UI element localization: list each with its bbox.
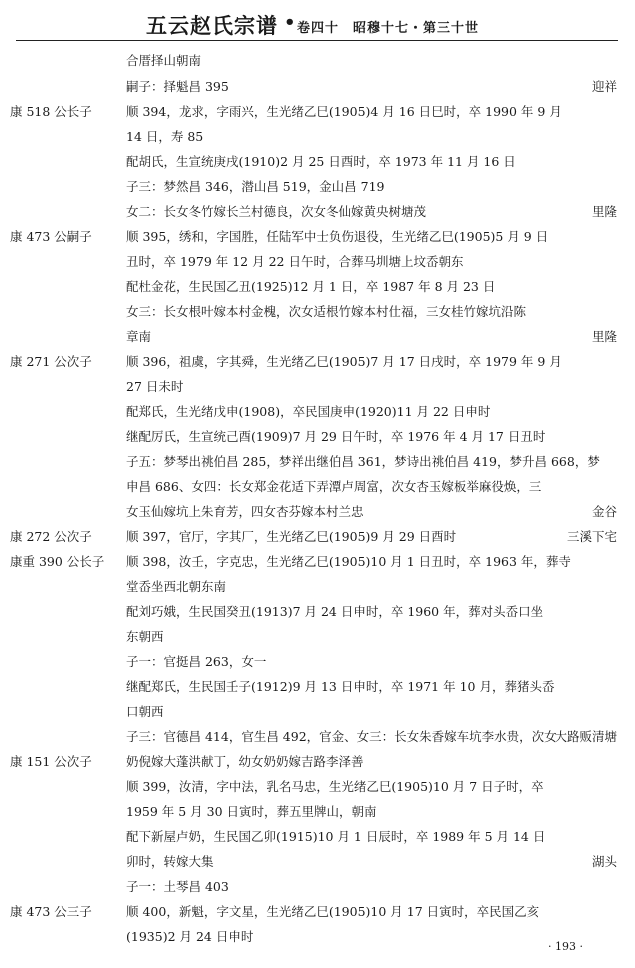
text-line: 子一：官挺昌 263，女一 (126, 654, 267, 669)
text-line: 配郑氏，生光绪戊申(1908)，卒民国庚申(1920)11 月 22 日申时 (126, 404, 491, 419)
text-line: 东朝西 (126, 629, 164, 644)
text-line: 丑时，卒 1979 年 12 月 22 日午时，合葬马圳塘上坟岙朝东 (126, 254, 464, 269)
lineage-label: 康 473 公三子 (10, 904, 92, 919)
place-label: 三溪下宅 (566, 529, 617, 544)
text-line: 顺 399，汝清，字中法，乳名马忠，生光绪乙巳(1905)10 月 7 日子时，卒 (126, 779, 544, 794)
text-line: 配胡氏，生宣统庚戌(1910)2 月 25 日酉时，卒 1973 年 11 月 16 日 (126, 154, 516, 169)
place-label: 迎祥 (591, 79, 617, 94)
text-line: 继配郑氏，生民国壬子(1912)9 月 13 日申时，卒 1971 年 10 月，葬猪头岙 (126, 679, 555, 694)
text-line: 女三：长女根叶嫁本村金槐，次女适根竹嫁本村仕福，三女桂竹嫁坑沿陈 (126, 304, 527, 319)
header-rule (16, 40, 618, 41)
place-label: 金谷 (591, 504, 617, 519)
text-line: 配刘巧娥，生民国癸丑(1913)7 月 24 日申时，卒 1960 年，葬对头岙口坐 (126, 604, 544, 619)
text-line: 顺 400，新魁，字文星，生光绪乙巳(1905)10 月 17 日寅时，卒民国乙亥 (126, 904, 540, 919)
text-line: (1935)2 月 24 日申时 (126, 929, 254, 944)
text-line: 顺 395，绣和，字国胜，任陆军中士负伤退役，生光绪乙巳(1905)5 月 9 日 (126, 229, 549, 244)
text-line: 子三：官德昌 414，官生昌 492，官金、女三：长女朱香嫁车坑李水贵，次女 (126, 729, 557, 744)
lineage-label: 康 271 公次子 (10, 354, 92, 369)
place-label: 大路贩清塘 (554, 729, 617, 744)
place-label: 湖头 (591, 854, 617, 869)
text-line: 顺 394，龙求，字雨兴，生光绪乙巳(1905)4 月 16 日巳时，卒 1990 年 9 月 (126, 104, 562, 119)
text-line: 顺 398，汝壬，字克忠，生光绪乙巳(1905)10 月 1 日丑时，卒 1963 年，葬寺 (126, 554, 571, 569)
text-line: 继配厉氏，生宣统己酉(1909)7 月 29 日午时，卒 1976 年 4 月 17 日丑时 (126, 429, 546, 444)
text-line: 堂岙坐西北朝东南 (126, 579, 227, 594)
page-header (0, 0, 635, 42)
page-number: · 193 · (548, 940, 583, 953)
title-dot: • (284, 12, 296, 33)
text-line: 14 日，寿 85 (126, 129, 204, 144)
text-line: 子一：土琴昌 403 (126, 879, 229, 894)
lineage-label: 康 151 公次子 (10, 754, 92, 769)
text-line: 顺 396，祖虞，字其舜，生光绪乙巳(1905)7 月 17 日戌时，卒 1979 年 9 月 (126, 354, 562, 369)
text-line: 配杜金花，生民国乙丑(1925)12 月 1 日，卒 1987 年 8 月 23 日 (126, 279, 496, 294)
lineage-label: 康 272 公次子 (10, 529, 92, 544)
text-line: 卯时，转嫁大集 (126, 854, 214, 869)
text-line: 子五：梦琴出祧伯昌 285，梦祥出继伯昌 361，梦诗出祧伯昌 419，梦升昌 668，梦 (126, 454, 600, 469)
text-line: 配下新屋卢奶，生民国乙卯(1915)10 月 1 日辰时，卒 1989 年 5 月 14 日 (126, 829, 546, 844)
text-line: 27 日未时 (126, 379, 184, 394)
text-line: 子三：梦然昌 346，潜山昌 519，金山昌 719 (126, 179, 385, 194)
text-line: 嗣子：择魁昌 395 (126, 79, 229, 94)
lineage-label: 康 473 公嗣子 (10, 229, 92, 244)
text-line: 女玉仙嫁坑上朱育芳，四女杏芬嫁本村兰忠 (126, 504, 364, 519)
text-line: 1959 年 5 月 30 日寅时，葬五里牌山，朝南 (126, 804, 377, 819)
book-title: 五云赵氏宗谱 (146, 13, 278, 38)
text-line: 口朝西 (126, 704, 164, 719)
lineage-label: 康重 390 公长子 (10, 554, 105, 569)
volume-subtitle: 卷四十 昭穆十七・第三十世 (297, 21, 480, 36)
text-line: 合厝择山朝南 (126, 53, 202, 68)
text-line: 顺 397，官厅，字其厂，生光绪乙巳(1905)9 月 29 日酉时 (126, 529, 457, 544)
text-line: 女二：长女冬竹嫁长兰村德良，次女冬仙嫁黄央树塘茂 (126, 204, 427, 219)
place-label: 里隆 (591, 329, 617, 344)
text-line: 章南 (126, 329, 152, 344)
lineage-label: 康 518 公长子 (10, 104, 92, 119)
text-line: 申昌 686、女四：长女郑金花适下弄潭卢周富，次女杏玉嫁板举麻役焕，三 (126, 479, 542, 494)
place-label: 里隆 (591, 204, 617, 219)
text-line: 奶倪嫁大蓬洪献丁，幼女奶奶嫁吉路李泽善 (126, 754, 364, 769)
